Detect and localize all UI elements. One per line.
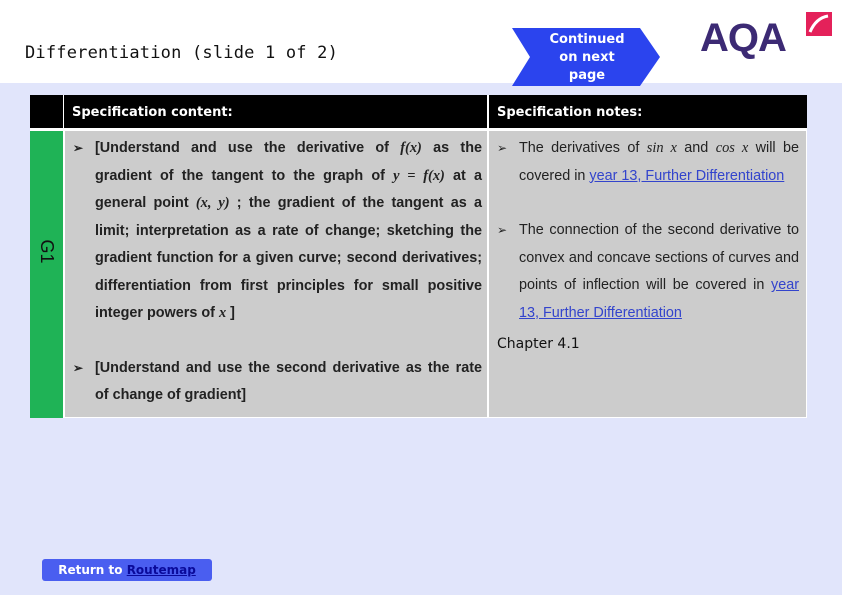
topic-code: G1 [37, 239, 57, 264]
notes-bullet [489, 217, 799, 327]
text: and [676, 140, 716, 156]
notes-bullet [489, 135, 799, 190]
text: as the gradient of the tangent to the graph of [95, 140, 483, 184]
continued-next-page-button[interactable] [512, 28, 662, 86]
text: at a general point [95, 167, 482, 211]
return-to-routemap-button[interactable] [42, 559, 212, 581]
page-title: Differentiation (slide 1 of 2) [25, 43, 339, 63]
content-cell [65, 131, 487, 417]
math: y = f(x) [393, 167, 445, 184]
further-differentiation-link[interactable]: year 13, Further Differentiation [589, 167, 785, 184]
text: will be covered in [519, 140, 800, 184]
bullet-arrow-icon: ➢ [73, 360, 84, 375]
header-content: Specification content: [64, 95, 487, 128]
chapter-reference: Chapter 4.1 [497, 336, 580, 352]
math: cos x [715, 140, 749, 156]
return-label: Return to [58, 563, 127, 577]
bullet-arrow-icon: ➢ [73, 141, 84, 155]
logo-mark-icon [802, 10, 834, 38]
content-bullet [65, 135, 482, 328]
notes-cell [489, 131, 806, 417]
routemap-link[interactable]: Routemap [126, 563, 196, 577]
header-notes: Specification notes: [489, 95, 807, 128]
specification-table [30, 95, 807, 418]
math: x [218, 305, 227, 321]
math: sin x [646, 140, 677, 156]
math: f(x) [400, 140, 422, 156]
continued-label: Continued on next page [549, 32, 625, 83]
text: ; the gradient of the tangent as a limit; interpretation as a rate of change; sketching the gradient function for a given curve; second derivatives; differentiation from first principles for small positive integer powers of [95, 195, 482, 321]
bullet-arrow-icon: ➢ [497, 223, 508, 237]
bullet-arrow-icon: ➢ [497, 141, 508, 155]
math: (x, y) [195, 195, 230, 211]
text: The connection of the second derivative to convex and concave sections of curves and points of inflection will be covered in [519, 222, 799, 293]
content-bullet [65, 355, 482, 410]
text: [Understand and use the derivative of [95, 140, 401, 156]
text: The derivatives of [519, 140, 647, 156]
aqa-logo [700, 10, 835, 60]
topic-code-cell [30, 131, 63, 418]
aqa-logo-text: AQA [700, 16, 786, 60]
text: ] [226, 305, 235, 321]
header-corner [30, 95, 63, 128]
further-differentiation-link[interactable]: year 13, Further Differentiation [519, 277, 799, 321]
text: [Understand and use the second derivative as the rate of change of gradient] [95, 359, 482, 403]
